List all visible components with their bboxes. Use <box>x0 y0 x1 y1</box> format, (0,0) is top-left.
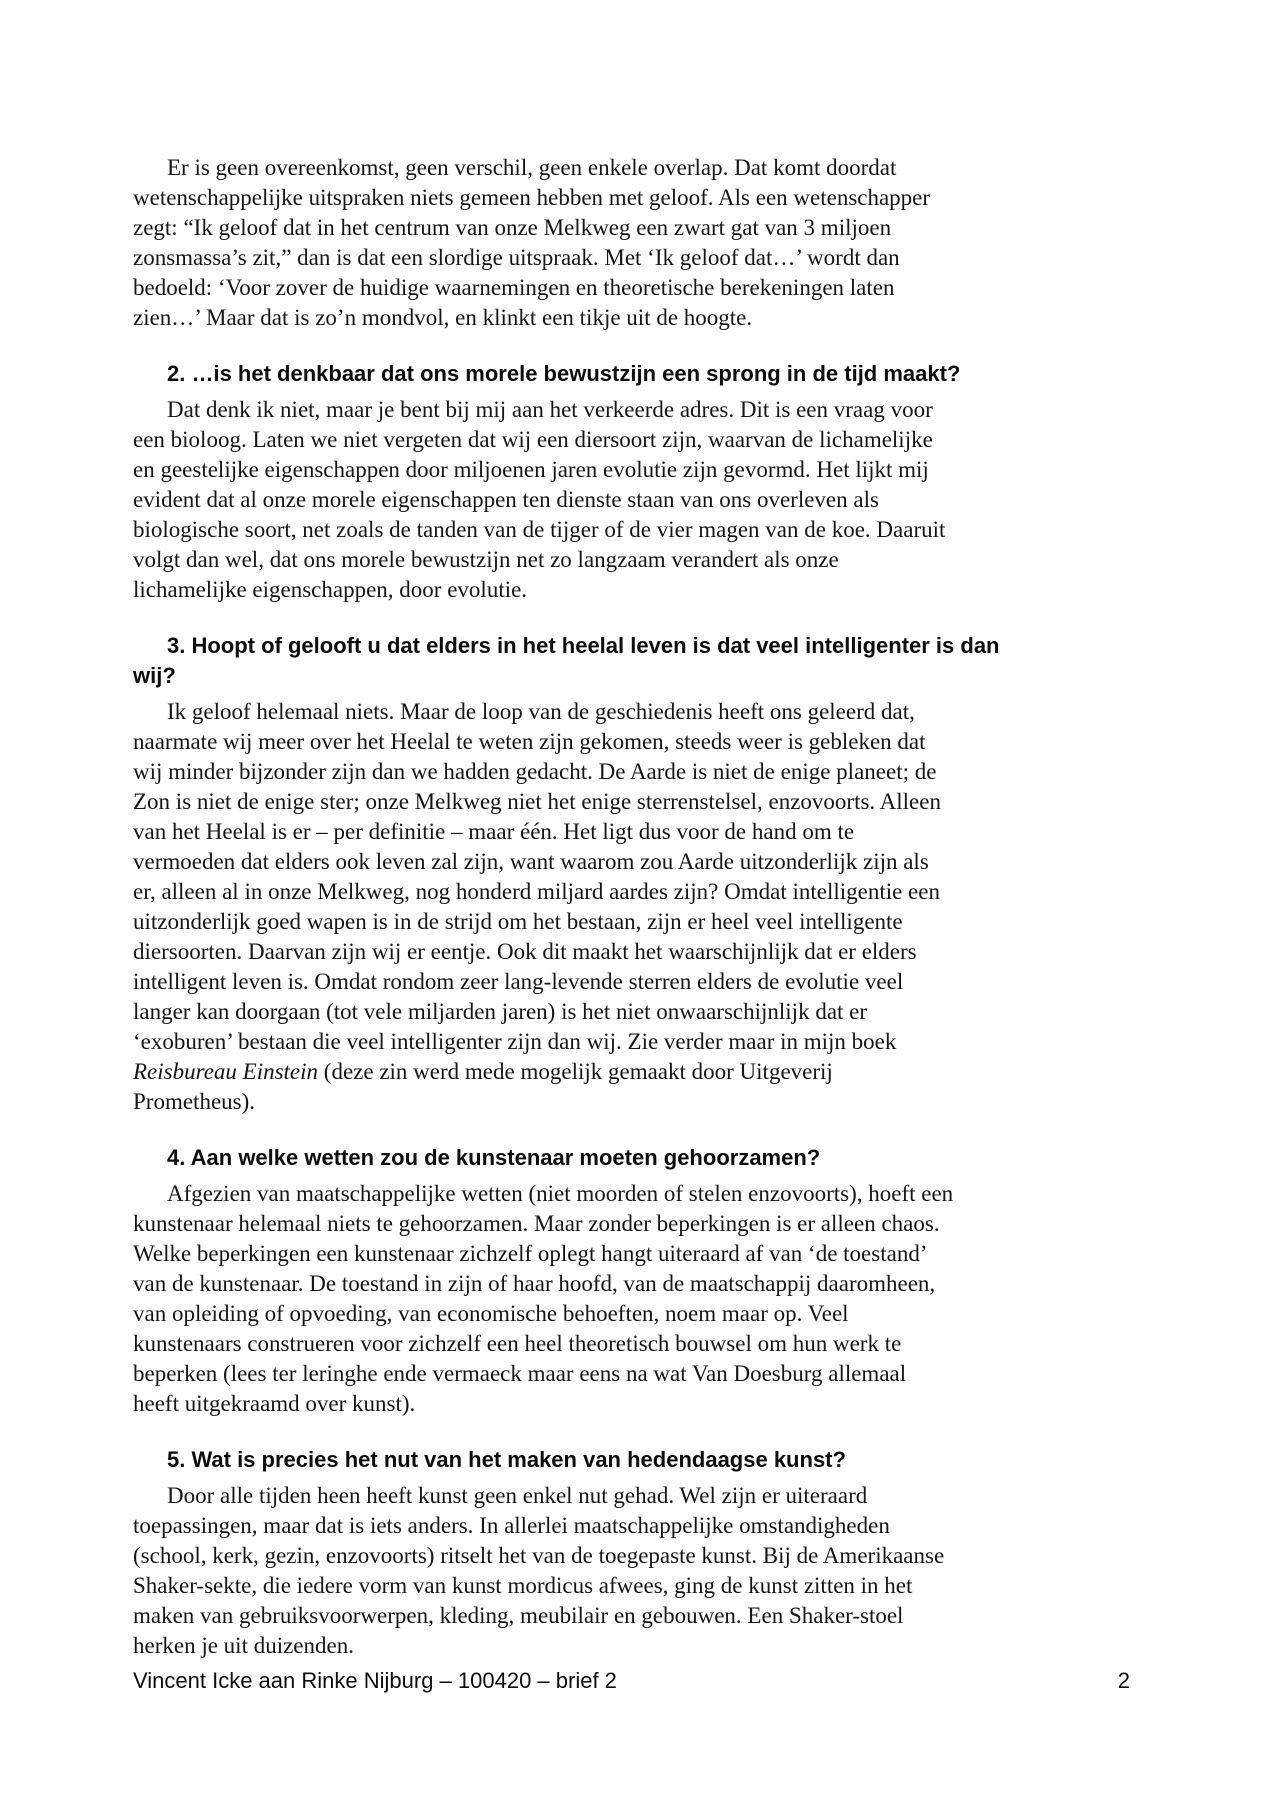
question-line: 2. …is het denkbaar dat ons morele bewustzijn een sprong in de tijd maakt? <box>167 361 961 386</box>
text-line: toepassingen, maar dat is iets anders. In allerlei maatschappelijke omstandigheden <box>133 1513 890 1538</box>
paragraph <box>133 697 1270 1117</box>
text-line: vermoeden dat elders ook leven zal zijn, want waarom zou Aarde uitzonderlijk zijn als <box>133 849 929 874</box>
text-line: lichamelijke eigenschappen, door evolutie. <box>133 577 528 602</box>
text-line: herken je uit duizenden. <box>133 1633 354 1658</box>
text-line: heeft uitgekraamd over kunst). <box>133 1391 416 1416</box>
text-segment: (deze zin werd mede mogelijk gemaakt door Uitgeverij <box>318 1059 833 1084</box>
paragraph <box>133 395 1270 605</box>
text-line: beperken (lees ter leringhe ende vermaeck maar eens na wat Van Doesburg allemaal <box>133 1361 907 1386</box>
text-line: van opleiding of opvoeding, van economische behoeften, noem maar op. Veel <box>133 1301 849 1326</box>
text-line: wij minder bijzonder zijn dan we hadden gedacht. De Aarde is niet de enige planeet; de <box>133 759 937 784</box>
question-line: 4. Aan welke wetten zou de kunstenaar moeten gehoorzamen? <box>167 1145 821 1170</box>
question-heading <box>133 1445 1270 1475</box>
text-line: intelligent leven is. Omdat rondom zeer lang-levende sterren elders de evolutie veel <box>133 969 904 994</box>
question-heading <box>133 1143 1270 1173</box>
text-line: (school, kerk, gezin, enzovoorts) ritselt het van de toegepaste kunst. Bij de Amerikaanse <box>133 1543 945 1568</box>
question-line: 3. Hoopt of gelooft u dat elders in het heelal leven is dat veel intelligenter is dan <box>167 633 1000 658</box>
text-line: Zon is niet de enige ster; onze Melkweg niet het enige sterrenstelsel, enzovoorts. Alleen <box>133 789 941 814</box>
footer-text: Vincent Icke aan Rinke Nijburg – 100420 – brief 2 <box>133 1668 617 1693</box>
text-line: van het Heelal is er – per definitie – maar één. Het ligt dus voor de hand om te <box>133 819 855 844</box>
text-line: evident dat al onze morele eigenschappen ten dienste staan van ons overleven als <box>133 487 879 512</box>
page-number: 2 <box>1117 1668 1130 1693</box>
book-title-italic: Reisbureau Einstein <box>133 1059 319 1084</box>
question-heading <box>133 631 1270 691</box>
question-heading <box>133 359 1270 389</box>
document-body <box>133 153 1270 1661</box>
text-line: een bioloog. Laten we niet vergeten dat wij een diersoort zijn, waarvan de lichamelijke <box>133 427 933 452</box>
text-line: zien…’ Maar dat is zo’n mondvol, en klinkt een tikje uit de hoogte. <box>133 305 753 330</box>
text-line: en geestelijke eigenschappen door miljoenen jaren evolutie zijn gevormd. Het lijkt mij <box>133 457 929 482</box>
text-line: zonsmassa’s zit,” dan is dat een slordige uitspraak. Met ‘Ik geloof dat…’ wordt dan <box>133 245 900 270</box>
text-line: kunstenaars construeren voor zichzelf een heel theoretisch bouwsel om hun werk te <box>133 1331 902 1356</box>
text-line: volgt dan wel, dat ons morele bewustzijn net zo langzaam verandert als onze <box>133 547 839 572</box>
paragraph <box>133 153 1270 333</box>
text-line: biologische soort, net zoals de tanden van de tijger of de vier magen van de koe. Daaruit <box>133 517 946 542</box>
text-line: wetenschappelijke uitspraken niets gemeen hebben met geloof. Als een wetenschapper <box>133 185 931 210</box>
text-line: naarmate wij meer over het Heelal te weten zijn gekomen, steeds weer is gebleken dat <box>133 729 926 754</box>
text-line: kunstenaar helemaal niets te gehoorzamen. Maar zonder beperkingen is er alleen chaos. <box>133 1211 940 1236</box>
text-line: Shaker-sekte, die iedere vorm van kunst mordicus afwees, ging de kunst zitten in het <box>133 1573 913 1598</box>
text-line: Prometheus). <box>133 1089 256 1114</box>
paragraph <box>133 1481 1270 1661</box>
text-line: er, alleen al in onze Melkweg, nog honderd miljard aardes zijn? Omdat intelligentie een <box>133 879 940 904</box>
text-line: diersoorten. Daarvan zijn wij er eentje. Ook dit maakt het waarschijnlijk dat er elders <box>133 939 917 964</box>
page-footer <box>133 1668 1130 1694</box>
text-line: van de kunstenaar. De toestand in zijn of haar hoofd, van de maatschappij daaromheen, <box>133 1271 936 1296</box>
paragraph <box>133 1179 1270 1419</box>
text-line: zegt: “Ik geloof dat in het centrum van onze Melkweg een zwart gat van 3 miljoen <box>133 215 892 240</box>
text-line: Dat denk ik niet, maar je bent bij mij aan het verkeerde adres. Dit is een vraag voor <box>167 397 933 422</box>
text-line <box>133 1057 1270 1087</box>
text-line: Door alle tijden heen heeft kunst geen enkel nut gehad. Wel zijn er uiteraard <box>167 1483 868 1508</box>
text-line: uitzonderlijk goed wapen is in de strijd om het bestaan, zijn er heel veel intelligente <box>133 909 903 934</box>
text-line: Er is geen overeenkomst, geen verschil, geen enkele overlap. Dat komt doordat <box>167 155 897 180</box>
text-line: bedoeld: ‘Voor zover de huidige waarnemingen en theoretische berekeningen laten <box>133 275 895 300</box>
text-line: Ik geloof helemaal niets. Maar de loop van de geschiedenis heeft ons geleerd dat, <box>167 699 915 724</box>
question-line: 5. Wat is precies het nut van het maken van hedendaagse kunst? <box>167 1447 846 1472</box>
text-line: maken van gebruiksvoorwerpen, kleding, meubilair en gebouwen. Een Shaker-stoel <box>133 1603 904 1628</box>
text-line: Welke beperkingen een kunstenaar zichzelf oplegt hangt uiteraard af van ‘de toestand’ <box>133 1241 928 1266</box>
text-line: ‘exoburen’ bestaan die veel intelligenter zijn dan wij. Zie verder maar in mijn boek <box>133 1029 897 1054</box>
question-line: wij? <box>133 663 176 688</box>
text-line: Afgezien van maatschappelijke wetten (niet moorden of stelen enzovoorts), hoeft een <box>167 1181 954 1206</box>
text-line: langer kan doorgaan (tot vele miljarden jaren) is het niet onwaarschijnlijk dat er <box>133 999 868 1024</box>
